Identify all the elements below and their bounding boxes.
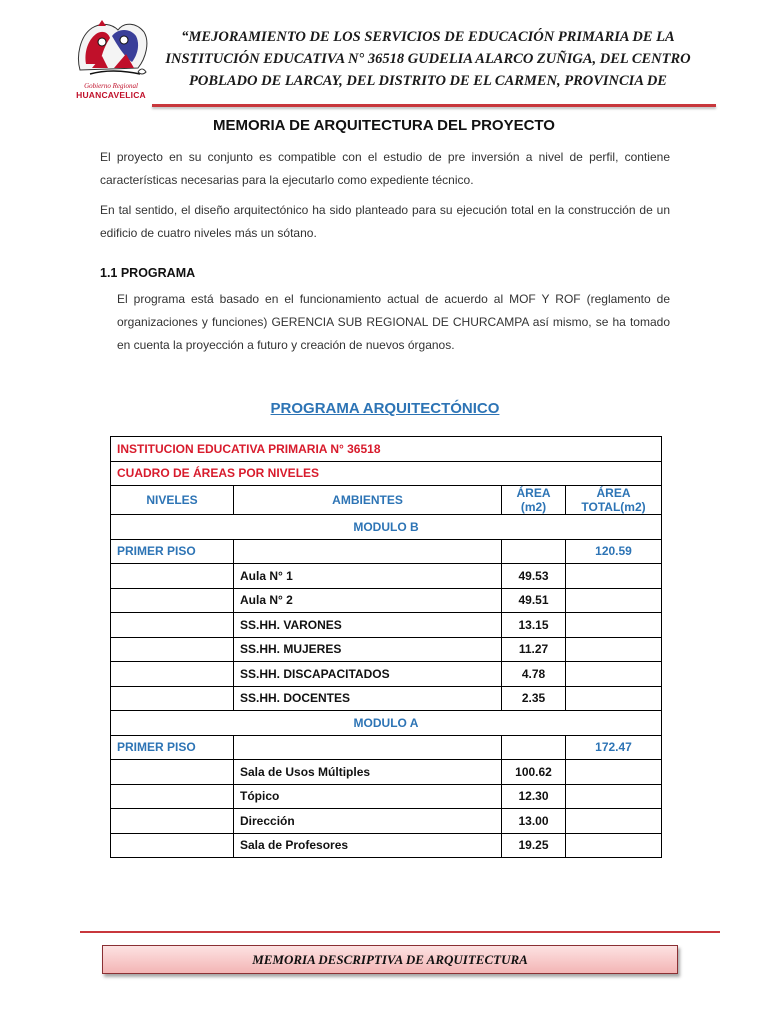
empty-cell (111, 564, 234, 589)
col-header-area: ÁREA (m2) (502, 486, 566, 515)
logo-region-name: HUANCAVELICA (76, 90, 146, 100)
table-row (111, 564, 662, 589)
logo-emblem-icon (72, 18, 150, 82)
table-institution-row (111, 437, 662, 462)
project-header-title: “MEJORAMIENTO DE LOS SERVICIOS DE EDUCACIÓN PRIMARIA DE LA INSTITUCIÓN EDUCATIVA N° 36518 GUDELIA ALARCO ZUÑIGA, DEL CENTRO POBLADO DE LARCAY, DEL DISTRITO DE EL CARMEN, PROVINCIA DE (165, 29, 691, 89)
paragraph-design: En tal sentido, el diseño arquitectónico ha sido planteado para su ejecución total en la construcción de un edificio de cuatro niveles más un sótano. (100, 203, 670, 240)
col-header-ambientes: AMBIENTES (234, 486, 502, 515)
empty-cell (566, 686, 662, 711)
table-cuadro-row (111, 461, 662, 486)
table-row (111, 784, 662, 809)
empty-cell (111, 760, 234, 785)
empty-cell (234, 735, 502, 760)
empty-cell (566, 809, 662, 834)
empty-cell (502, 539, 566, 564)
table-row (111, 637, 662, 662)
section-heading-programa: 1.1 PROGRAMA (100, 266, 196, 280)
area-cell: 11.27 (502, 637, 566, 662)
empty-cell (566, 833, 662, 858)
ambiente-cell: SS.HH. MUJERES (234, 637, 502, 662)
ambiente-cell: Sala de Usos Múltiples (234, 760, 502, 785)
table-header-row (111, 486, 662, 515)
ambiente-cell: Aula N° 2 (234, 588, 502, 613)
logo-caption: Gobierno Regional (84, 82, 138, 90)
table-row (111, 588, 662, 613)
area-cell: 2.35 (502, 686, 566, 711)
footer-divider (80, 931, 720, 933)
empty-cell (111, 686, 234, 711)
area-cell: 49.51 (502, 588, 566, 613)
floor-row (111, 735, 662, 760)
header-divider (152, 104, 716, 107)
floor-total-area: 120.59 (566, 539, 662, 564)
empty-cell (566, 760, 662, 785)
area-cell: 4.78 (502, 662, 566, 687)
empty-cell (566, 588, 662, 613)
cuadro-title: CUADRO DE ÁREAS POR NIVELES (111, 461, 662, 486)
module-name: MODULO A (111, 711, 662, 736)
ambiente-cell: SS.HH. VARONES (234, 613, 502, 638)
table-row (111, 760, 662, 785)
module-row (111, 711, 662, 736)
empty-cell (566, 784, 662, 809)
floor-row (111, 539, 662, 564)
paragraph-compatibility: El proyecto en su conjunto es compatible con el estudio de pre inversión a nivel de perfil, contiene características necesarias para la ejecutarlo como expediente técnico. (100, 150, 670, 187)
table-row (111, 613, 662, 638)
area-cell: 19.25 (502, 833, 566, 858)
area-cell: 49.53 (502, 564, 566, 589)
ambiente-cell: Dirección (234, 809, 502, 834)
empty-cell (566, 564, 662, 589)
area-cell: 12.30 (502, 784, 566, 809)
empty-cell (566, 662, 662, 687)
area-cell: 100.62 (502, 760, 566, 785)
areas-table (110, 436, 662, 858)
empty-cell (566, 613, 662, 638)
empty-cell (111, 833, 234, 858)
empty-cell (111, 809, 234, 834)
col-header-area-total: ÁREA TOTAL(m2) (566, 486, 662, 515)
document-title: MEMORIA DE ARQUITECTURA DEL PROYECTO (213, 117, 555, 134)
area-cell: 13.15 (502, 613, 566, 638)
empty-cell (234, 539, 502, 564)
floor-label: PRIMER PISO (111, 539, 234, 564)
col-header-niveles: NIVELES (111, 486, 234, 515)
ambiente-cell: Aula N° 1 (234, 564, 502, 589)
empty-cell (111, 784, 234, 809)
floor-total-area: 172.47 (566, 735, 662, 760)
empty-cell (502, 735, 566, 760)
footer-label: MEMORIA DESCRIPTIVA DE ARQUITECTURA (102, 945, 678, 974)
institution-name: INSTITUCION EDUCATIVA PRIMARIA N° 36518 (111, 437, 662, 462)
empty-cell (111, 613, 234, 638)
table-row (111, 833, 662, 858)
table-row (111, 686, 662, 711)
ambiente-cell: Sala de Profesores (234, 833, 502, 858)
ambiente-cell: Tópico (234, 784, 502, 809)
regional-government-logo (72, 18, 150, 102)
paragraph-programa: El programa está basado en el funcionamiento actual de acuerdo al MOF Y ROF (reglamento de organizaciones y funciones) GERENCIA SUB REGIONAL DE CHURCAMPA así mismo, se ha tomado en cuenta la proyección a futuro y creación de nuevos órganos. (117, 292, 670, 352)
ambiente-cell: SS.HH. DOCENTES (234, 686, 502, 711)
empty-cell (111, 662, 234, 687)
ambiente-cell: SS.HH. DISCAPACITADOS (234, 662, 502, 687)
table-row (111, 809, 662, 834)
programa-arquitectonico-title: PROGRAMA ARQUITECTÓNICO (270, 400, 500, 417)
empty-cell (566, 637, 662, 662)
module-name: MODULO B (111, 515, 662, 540)
empty-cell (111, 637, 234, 662)
area-cell: 13.00 (502, 809, 566, 834)
empty-cell (111, 588, 234, 613)
module-row (111, 515, 662, 540)
floor-label: PRIMER PISO (111, 735, 234, 760)
table-row (111, 662, 662, 687)
